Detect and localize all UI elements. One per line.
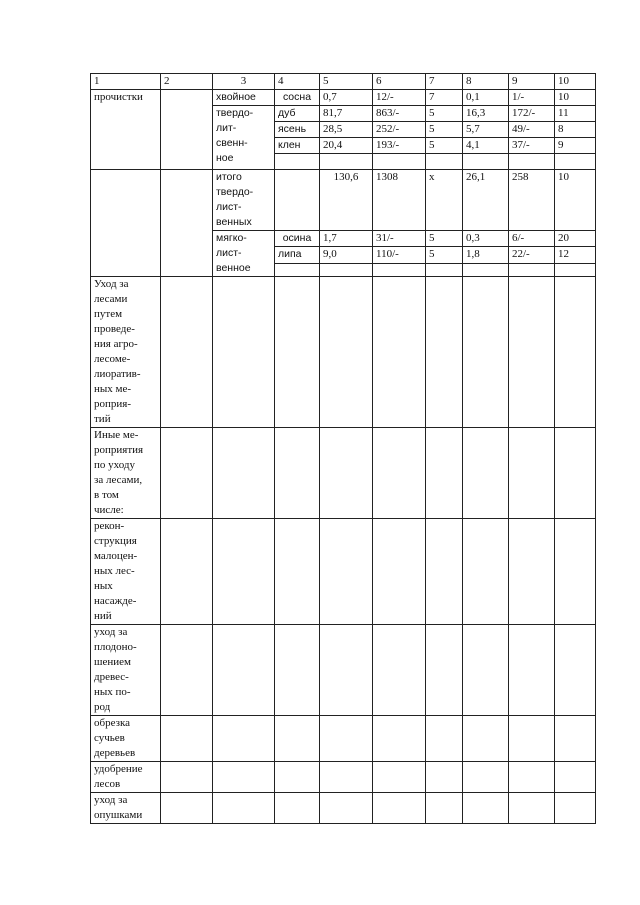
- empty-cell: [463, 154, 509, 170]
- empty-cell: [161, 170, 213, 277]
- value-cell: 7: [426, 90, 463, 106]
- value-cell: 1,8: [463, 247, 509, 263]
- col-header-6: 6: [373, 74, 426, 90]
- total-category-cell: итого твердо- лист- венных: [213, 170, 275, 231]
- col-header-3: 3: [213, 74, 275, 90]
- value-cell: 1/-: [509, 90, 555, 106]
- value-cell: 0,1: [463, 90, 509, 106]
- activity-row: [91, 762, 596, 793]
- value-cell: 20: [555, 231, 596, 247]
- activity-label: уход за опушками: [91, 793, 161, 824]
- value-cell: 10: [555, 90, 596, 106]
- activity-label: рекон- струкция малоцен- ных лес- ных насажде- ний: [91, 519, 161, 625]
- col-header-8: 8: [463, 74, 509, 90]
- activity-label: уход за плодоно- шением древес- ных по- род: [91, 625, 161, 716]
- category-cell: мягко- лист- венное: [213, 231, 275, 277]
- value-cell: 20,4: [320, 138, 373, 154]
- species-cell: клен: [275, 138, 320, 154]
- activity-label: удобрение лесов: [91, 762, 161, 793]
- empty-cell: [320, 154, 373, 170]
- value-cell: 258: [509, 170, 555, 231]
- activity-label: Уход за лесами путем проведе- ния агро- лесоме- лиоратив- ных ме- роприя- тий: [91, 277, 161, 428]
- activity-row: [91, 793, 596, 824]
- value-cell: 28,5: [320, 122, 373, 138]
- activity-row: [91, 716, 596, 762]
- col-header-4: 4: [275, 74, 320, 90]
- empty-cell: [161, 90, 213, 170]
- empty-cell: [555, 263, 596, 276]
- empty-cell: [320, 263, 373, 276]
- col-header-1: 1: [91, 74, 161, 90]
- activity-label: Иные ме- роприятия по уходу за лесами, в том числе:: [91, 428, 161, 519]
- value-cell: 5: [426, 106, 463, 122]
- value-cell: 172/-: [509, 106, 555, 122]
- value-cell: 5,7: [463, 122, 509, 138]
- col-header-10: 10: [555, 74, 596, 90]
- value-cell: 26,1: [463, 170, 509, 231]
- forest-care-table: [90, 73, 596, 824]
- empty-cell: [509, 154, 555, 170]
- activity-label: обрезка сучьев деревьев: [91, 716, 161, 762]
- activity-row: [91, 519, 596, 625]
- species-cell: ясень: [275, 122, 320, 138]
- empty-cell: [426, 263, 463, 276]
- empty-cell: [275, 263, 320, 276]
- value-cell: 130,6: [320, 170, 373, 231]
- value-cell: 22/-: [509, 247, 555, 263]
- value-cell: 1,7: [320, 231, 373, 247]
- col-header-7: 7: [426, 74, 463, 90]
- col-header-5: 5: [320, 74, 373, 90]
- value-cell: 4,1: [463, 138, 509, 154]
- value-cell: 9: [555, 138, 596, 154]
- activity-row: [91, 625, 596, 716]
- value-cell: 5: [426, 122, 463, 138]
- value-cell: 110/-: [373, 247, 426, 263]
- value-cell: х: [426, 170, 463, 231]
- empty-cell: [463, 263, 509, 276]
- value-cell: 11: [555, 106, 596, 122]
- value-cell: 31/-: [373, 231, 426, 247]
- empty-cell: [373, 154, 426, 170]
- category-cell: хвойное: [213, 90, 275, 106]
- value-cell: 16,3: [463, 106, 509, 122]
- value-cell: 12/-: [373, 90, 426, 106]
- value-cell: 6/-: [509, 231, 555, 247]
- activity-row: [91, 277, 596, 428]
- empty-cell: [275, 154, 320, 170]
- value-cell: 1308: [373, 170, 426, 231]
- species-cell: осина: [275, 231, 320, 247]
- value-cell: 5: [426, 247, 463, 263]
- value-cell: 5: [426, 138, 463, 154]
- col-header-9: 9: [509, 74, 555, 90]
- species-cell: липа: [275, 247, 320, 263]
- value-cell: 37/-: [509, 138, 555, 154]
- value-cell: 10: [555, 170, 596, 231]
- empty-cell: [275, 170, 320, 231]
- activity-row: [91, 428, 596, 519]
- value-cell: 0,7: [320, 90, 373, 106]
- total-row: [91, 170, 596, 231]
- category-cell: твердо- лит- свенн- ное: [213, 106, 275, 170]
- empty-cell: [426, 154, 463, 170]
- species-cell: сосна: [275, 90, 320, 106]
- value-cell: 863/-: [373, 106, 426, 122]
- value-cell: 9,0: [320, 247, 373, 263]
- value-cell: 49/-: [509, 122, 555, 138]
- value-cell: 81,7: [320, 106, 373, 122]
- activity-label: прочистки: [91, 90, 161, 170]
- table-row: [91, 90, 596, 106]
- value-cell: 0,3: [463, 231, 509, 247]
- value-cell: 252/-: [373, 122, 426, 138]
- empty-cell: [91, 170, 161, 277]
- header-row: [91, 74, 596, 90]
- empty-cell: [373, 263, 426, 276]
- empty-cell: [509, 263, 555, 276]
- empty-cell: [555, 154, 596, 170]
- value-cell: 193/-: [373, 138, 426, 154]
- value-cell: 12: [555, 247, 596, 263]
- col-header-2: 2: [161, 74, 213, 90]
- species-cell: дуб: [275, 106, 320, 122]
- value-cell: 8: [555, 122, 596, 138]
- value-cell: 5: [426, 231, 463, 247]
